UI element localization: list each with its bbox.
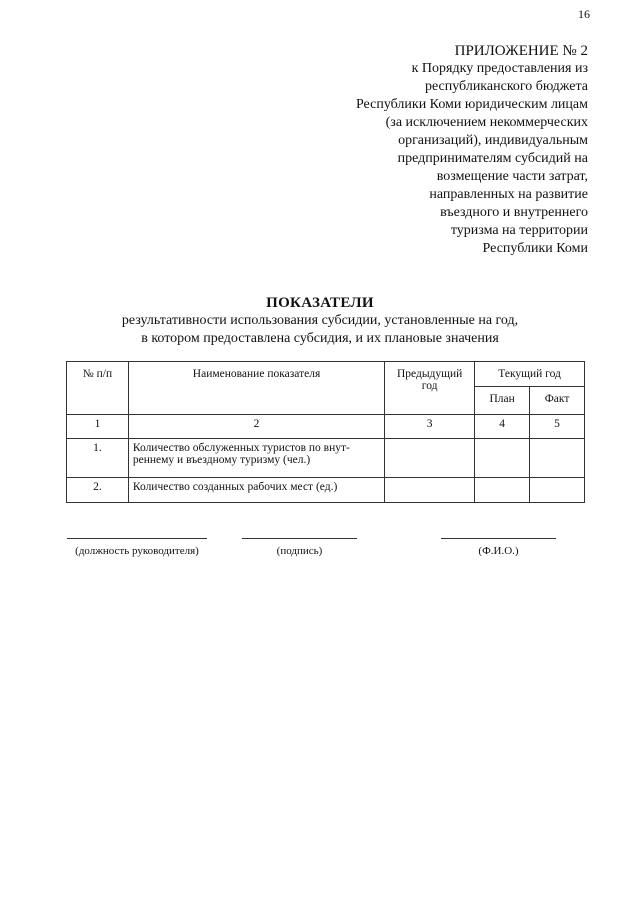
column-number-cell: 5: [530, 415, 585, 439]
heading-subtitle-2: в котором предоставлена субсидия, и их плановые значения: [141, 331, 499, 346]
row-fact-value: [530, 439, 585, 478]
column-number-cell: 2: [128, 415, 384, 439]
row-indicator-name: Количество обслуженных туристов по внут- реннему и въездному туризму (чел.): [128, 439, 384, 478]
column-number-cell: 1: [67, 415, 129, 439]
appendix-line: направленных на развитие: [429, 187, 588, 202]
appendix-line: предпринимателям субсидий на: [397, 151, 588, 166]
page-number: 16: [578, 7, 590, 21]
appendix-line: возмещение части затрат,: [436, 169, 588, 184]
appendix-line: туризма на территории: [450, 223, 588, 238]
table-row: [67, 478, 585, 503]
column-number-cell: 3: [385, 415, 475, 439]
row-indicator-name: Количество созданных рабочих мест (ед.): [128, 478, 384, 503]
appendix-line: въездного и внутреннего: [440, 205, 588, 220]
appendix-line: организаций), индивидуальным: [398, 133, 588, 148]
indicators-table: [66, 361, 585, 503]
appendix-line: (за исключением некоммерческих: [385, 115, 588, 130]
table-row: [67, 439, 585, 478]
appendix-line: республиканского бюджета: [424, 79, 588, 94]
row-number: 1.: [67, 439, 129, 478]
header-plan: План: [475, 387, 530, 415]
appendix-block: [356, 42, 588, 258]
heading-title: ПОКАЗАТЕЛИ: [266, 295, 374, 311]
header-current-year: Текущий год: [475, 362, 585, 387]
signature-fio: [441, 538, 556, 557]
row-number: 2.: [67, 478, 129, 503]
row-fact-value: [530, 478, 585, 503]
heading-subtitle-1: результативности использования субсидии, установленные на год,: [121, 313, 519, 328]
signature-line: [242, 538, 357, 545]
signature-line: [67, 538, 207, 545]
signature-position: [67, 538, 207, 557]
row-previous-year-value: [385, 439, 475, 478]
signature-sign-label: (подпись): [276, 545, 323, 557]
row-plan-value: [475, 478, 530, 503]
row-previous-year-value: [385, 478, 475, 503]
header-number: № п/п: [67, 362, 129, 415]
row-plan-value: [475, 439, 530, 478]
appendix-line: Республики Коми: [482, 241, 588, 256]
signature-position-label: (должность руководителя): [75, 545, 199, 557]
appendix-line: Республики Коми юридическим лицам: [355, 97, 588, 112]
appendix-line: к Порядку предоставления из: [411, 61, 588, 76]
appendix-title: ПРИЛОЖЕНИЕ № 2: [454, 43, 588, 59]
signature-line: [441, 538, 556, 545]
signature-sign: [242, 538, 357, 557]
header-previous-year: Предыдущий год: [385, 362, 475, 415]
document-heading: [0, 294, 640, 348]
header-fact: Факт: [530, 387, 585, 415]
header-indicator-name: Наименование показателя: [128, 362, 384, 415]
column-number-cell: 4: [475, 415, 530, 439]
signature-fio-label: (Ф.И.О.): [478, 545, 519, 557]
